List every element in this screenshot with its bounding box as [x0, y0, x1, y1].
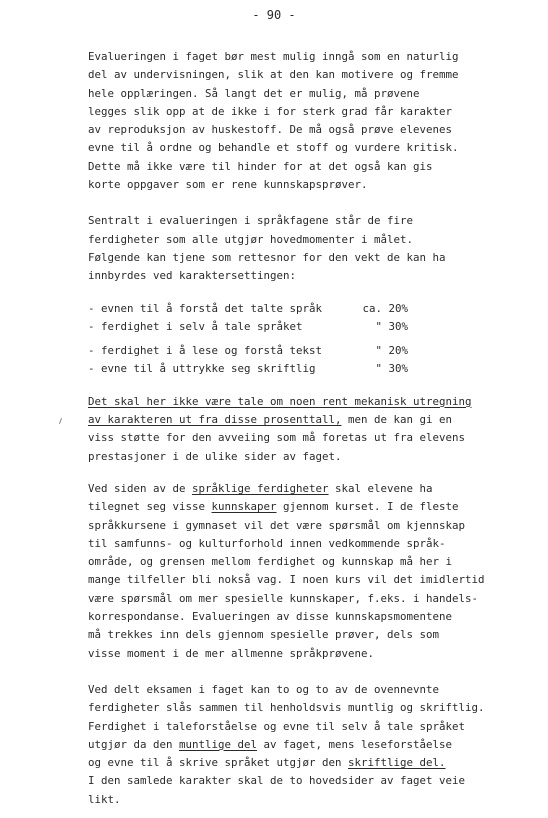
text-line: del av undervisningen, slik at den kan motivere og fremme [88, 68, 459, 82]
text-line: Dette må ikke være til hinder for at det også kan gis [88, 159, 433, 173]
skill-label: - ferdighet i å lese og forstå tekst [88, 344, 323, 358]
text-line [88, 411, 508, 429]
skill-label: - ferdighet i selv å tale språket [88, 319, 303, 333]
skill-label: - evne til å uttrykke seg skriftlig [88, 362, 316, 376]
margin-mark [59, 418, 62, 424]
text-fragment: tilegnet seg visse [88, 500, 212, 514]
text-line: likt. [88, 792, 121, 806]
skill-weight: " 20% [375, 344, 408, 358]
skill-weight: " 30% [375, 319, 408, 333]
text-line: Sentralt i evalueringen i språkfagene står de fire [88, 214, 414, 228]
text-line: legges slik opp at de ikke i for sterk grad får karakter [88, 104, 453, 118]
text-line: korrespondanse. Evalueringen av disse kunnskapsmomentene [88, 610, 453, 624]
list-item [88, 300, 508, 318]
text-fragment: og evne til å skrive språket utgjør den [88, 756, 349, 770]
text-line: område, og grensen mellom ferdighet og kunnskap må her i [88, 555, 453, 569]
text-line: korte oppgaver som er rene kunnskapsprøver. [88, 178, 368, 192]
page-number: - 90 - [252, 8, 296, 22]
text-line: må trekkes inn dels gjennom spesielle prøver, dels som [88, 628, 440, 642]
list-item [88, 342, 508, 360]
skill-weight: ca. 20% [362, 301, 408, 315]
text-fragment: Ved siden av de [88, 481, 193, 495]
paragraph-no-mechanical-calc [88, 393, 508, 466]
text-line: mange tilfeller bli nokså vag. I noen kurs vil det imidlertid [88, 573, 485, 587]
text-line: til samfunns- og kulturforhold innen vedkommende språk- [88, 536, 446, 550]
skill-weight: " 30% [375, 362, 408, 376]
text-line: innbyrdes ved karaktersettingen: [88, 269, 297, 283]
text-line: ferdigheter slås sammen til henholdsvis muntlig og skriftlig. [88, 701, 485, 715]
text-line: Følgende kan tjene som rettesnor for den vekt de kan ha [88, 250, 446, 264]
text-line: prestasjoner i de ulike sider av faget. [88, 449, 342, 463]
text-line: visse moment i de mer allmenne språkprøvene. [88, 646, 375, 660]
skill-weights-list [88, 300, 508, 379]
paragraph-evaluation-intro [88, 48, 508, 194]
text-line: evne til å ordne og behandle et stoff og vurdere kritisk. [88, 141, 459, 155]
text-line: ferdigheter som alle utgjør hovedmomenter i målet. [88, 232, 414, 246]
text-line: av reproduksjon av huskestoff. De må også prøve elevenes [88, 123, 453, 137]
text-line: Ved delt eksamen i faget kan to og to av de ovennevnte [88, 682, 440, 696]
underlined-phrase: språklige ferdigheter [192, 481, 329, 495]
underlined-text-line: Det skal her ikke være tale om noen rent mekanisk utregning [88, 394, 472, 408]
paragraph-split-exam [88, 681, 508, 809]
skill-label: - evnen til å forstå det talte språk [88, 301, 323, 315]
text-fragment: av faget, mens leseforståelse [257, 737, 453, 751]
text-line: hele opplæringen. Så langt det er mulig, må prøvene [88, 86, 420, 100]
text-fragment: gjennom kurset. I de fleste [276, 500, 459, 514]
text-line: I den samlede karakter skal de to hovedsider av faget veie [88, 774, 466, 788]
underlined-phrase: skriftlige del. [348, 756, 446, 770]
text-line: Ferdighet i taleforståelse og evne til selv å tale språket [88, 719, 466, 733]
underlined-phrase: av karakteren ut fra disse prosenttall, [88, 413, 342, 427]
underlined-phrase: kunnskaper [211, 500, 277, 514]
text-fragment: men de kan gi en [341, 413, 453, 427]
paragraph-four-skills [88, 212, 508, 285]
text-line [88, 498, 508, 516]
paragraph-knowledge [88, 480, 508, 663]
text-line: viss støtte for den avveiing som må foretas ut fra elevens [88, 431, 466, 445]
text-line [88, 736, 508, 754]
text-line [88, 480, 508, 498]
text-line: språkkursene i gymnaset vil det være spørsmål om kjennskap [88, 518, 466, 532]
underlined-phrase: muntlige del [179, 737, 258, 751]
text-fragment: skal elevene ha [328, 481, 433, 495]
list-item [88, 360, 508, 378]
text-line: være spørsmål om mer spesielle kunnskaper, f.eks. i handels- [88, 591, 479, 605]
text-line: Evalueringen i faget bør mest mulig inngå som en naturlig [88, 50, 459, 63]
list-item [88, 318, 508, 336]
text-line [88, 754, 508, 772]
text-fragment: utgjør da den [88, 737, 180, 751]
